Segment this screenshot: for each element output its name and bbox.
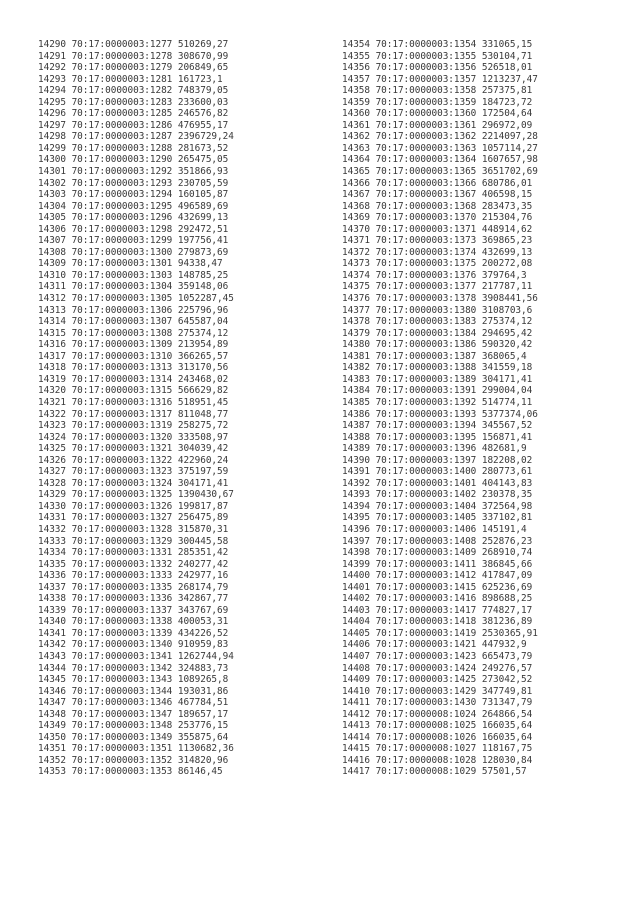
table-row: 14363 70:17:0000003:1363 1057114,27 xyxy=(342,142,538,154)
table-row: 14324 70:17:0000003:1320 333508,97 xyxy=(38,431,229,443)
table-row: 14301 70:17:0000003:1292 351866,93 xyxy=(38,166,229,178)
table-row: 14346 70:17:0000003:1344 193031,86 xyxy=(38,685,229,697)
table-row: 14369 70:17:0000003:1370 215304,76 xyxy=(342,212,533,224)
table-row: 14336 70:17:0000003:1333 242977,16 xyxy=(38,570,229,582)
table-row: 14415 70:17:0000008:1027 118167,75 xyxy=(342,743,533,755)
table-row: 14414 70:17:0000008:1026 166035,64 xyxy=(342,731,533,743)
table-row: 14317 70:17:0000003:1310 366265,57 xyxy=(38,350,229,362)
table-row: 14293 70:17:0000003:1281 161723,1 xyxy=(38,73,223,85)
table-row: 14379 70:17:0000003:1384 294695,42 xyxy=(342,327,533,339)
table-row: 14322 70:17:0000003:1317 811048,77 xyxy=(38,408,229,420)
table-row: 14380 70:17:0000003:1386 590320,42 xyxy=(342,339,533,351)
table-row: 14348 70:17:0000003:1347 189657,17 xyxy=(38,708,229,720)
table-row: 14375 70:17:0000003:1377 217787,11 xyxy=(342,281,533,293)
table-row: 14408 70:17:0000003:1424 249276,57 xyxy=(342,662,533,674)
table-row: 14393 70:17:0000003:1402 230378,35 xyxy=(342,489,533,501)
table-row: 14319 70:17:0000003:1314 243468,02 xyxy=(38,373,229,385)
table-row: 14321 70:17:0000003:1316 518951,45 xyxy=(38,396,229,408)
table-row: 14417 70:17:0000008:1029 57501,57 xyxy=(342,766,527,778)
table-row: 14299 70:17:0000003:1288 281673,52 xyxy=(38,142,229,154)
table-row: 14403 70:17:0000003:1417 774827,17 xyxy=(342,604,533,616)
table-row: 14338 70:17:0000003:1336 342867,77 xyxy=(38,593,229,605)
table-row: 14351 70:17:0000003:1351 1130682,36 xyxy=(38,743,234,755)
table-row: 14388 70:17:0000003:1395 156871,41 xyxy=(342,431,533,443)
table-row: 14339 70:17:0000003:1337 343767,69 xyxy=(38,604,229,616)
table-row: 14353 70:17:0000003:1353 86146,45 xyxy=(38,766,223,778)
table-row: 14407 70:17:0000003:1423 665473,79 xyxy=(342,650,533,662)
table-row: 14386 70:17:0000003:1393 5377374,06 xyxy=(342,408,538,420)
table-row: 14411 70:17:0000003:1430 731347,79 xyxy=(342,697,533,709)
table-row: 14307 70:17:0000003:1299 197756,41 xyxy=(38,235,229,247)
left-column xyxy=(38,39,234,778)
table-row: 14316 70:17:0000003:1309 213954,89 xyxy=(38,339,229,351)
table-row: 14325 70:17:0000003:1321 304039,42 xyxy=(38,443,229,455)
table-row: 14402 70:17:0000003:1416 898688,25 xyxy=(342,593,533,605)
table-row: 14383 70:17:0000003:1389 304171,41 xyxy=(342,373,533,385)
table-row: 14355 70:17:0000003:1355 530104,71 xyxy=(342,50,533,62)
table-row: 14406 70:17:0000003:1421 447932,9 xyxy=(342,639,527,651)
table-row: 14314 70:17:0000003:1307 645587,04 xyxy=(38,316,229,328)
table-row: 14296 70:17:0000003:1285 246576,82 xyxy=(38,108,229,120)
table-row: 14373 70:17:0000003:1375 200272,08 xyxy=(342,258,533,270)
table-row: 14318 70:17:0000003:1313 313170,56 xyxy=(38,362,229,374)
table-row: 14335 70:17:0000003:1332 240277,42 xyxy=(38,558,229,570)
table-row: 14310 70:17:0000003:1303 148785,25 xyxy=(38,269,229,281)
table-row: 14381 70:17:0000003:1387 368065,4 xyxy=(342,350,527,362)
table-row: 14333 70:17:0000003:1329 300445,58 xyxy=(38,535,229,547)
table-row: 14370 70:17:0000003:1371 448914,62 xyxy=(342,223,533,235)
table-row: 14298 70:17:0000003:1287 2396729,24 xyxy=(38,131,234,143)
table-row: 14384 70:17:0000003:1391 299004,04 xyxy=(342,385,533,397)
right-column xyxy=(342,39,538,778)
table-row: 14396 70:17:0000003:1406 145191,4 xyxy=(342,523,527,535)
table-row: 14376 70:17:0000003:1378 3908441,56 xyxy=(342,293,538,305)
table-row: 14331 70:17:0000003:1327 256475,89 xyxy=(38,512,229,524)
table-row: 14377 70:17:0000003:1380 3108703,6 xyxy=(342,304,533,316)
table-row: 14345 70:17:0000003:1343 1089265,8 xyxy=(38,674,229,686)
table-row: 14312 70:17:0000003:1305 1052287,45 xyxy=(38,293,234,305)
table-row: 14398 70:17:0000003:1409 268910,74 xyxy=(342,547,533,559)
table-row: 14291 70:17:0000003:1278 308670,99 xyxy=(38,50,229,62)
table-row: 14405 70:17:0000003:1419 2530365,91 xyxy=(342,627,538,639)
table-row: 14302 70:17:0000003:1293 230705,59 xyxy=(38,177,229,189)
table-row: 14326 70:17:0000003:1322 422960,24 xyxy=(38,454,229,466)
table-row: 14329 70:17:0000003:1325 1390430,67 xyxy=(38,489,234,501)
table-row: 14395 70:17:0000003:1405 337102,81 xyxy=(342,512,533,524)
table-row: 14385 70:17:0000003:1392 514774,11 xyxy=(342,396,533,408)
table-row: 14323 70:17:0000003:1319 258275,72 xyxy=(38,420,229,432)
table-row: 14327 70:17:0000003:1323 375197,59 xyxy=(38,466,229,478)
table-row: 14358 70:17:0000003:1358 257375,81 xyxy=(342,85,533,97)
table-row: 14320 70:17:0000003:1315 566629,82 xyxy=(38,385,229,397)
table-row: 14305 70:17:0000003:1296 432699,13 xyxy=(38,212,229,224)
table-row: 14309 70:17:0000003:1301 94338,47 xyxy=(38,258,223,270)
table-row: 14347 70:17:0000003:1346 467784,51 xyxy=(38,697,229,709)
table-row: 14394 70:17:0000003:1404 372564,98 xyxy=(342,500,533,512)
table-row: 14359 70:17:0000003:1359 184723,72 xyxy=(342,96,533,108)
table-row: 14366 70:17:0000003:1366 680786,01 xyxy=(342,177,533,189)
table-row: 14294 70:17:0000003:1282 748379,05 xyxy=(38,85,229,97)
table-row: 14416 70:17:0000008:1028 128030,84 xyxy=(342,754,533,766)
table-row: 14368 70:17:0000003:1368 283473,35 xyxy=(342,200,533,212)
table-row: 14404 70:17:0000003:1418 381236,89 xyxy=(342,616,533,628)
table-row: 14413 70:17:0000008:1025 166035,64 xyxy=(342,720,533,732)
table-row: 14400 70:17:0000003:1412 417847,09 xyxy=(342,570,533,582)
table-row: 14378 70:17:0000003:1383 275374,12 xyxy=(342,316,533,328)
table-row: 14410 70:17:0000003:1429 347749,81 xyxy=(342,685,533,697)
table-row: 14364 70:17:0000003:1364 1607657,98 xyxy=(342,154,538,166)
table-row: 14391 70:17:0000003:1400 280773,61 xyxy=(342,466,533,478)
table-row: 14354 70:17:0000003:1354 331065,15 xyxy=(342,39,533,50)
table-row: 14343 70:17:0000003:1341 1262744,94 xyxy=(38,650,234,662)
table-row: 14397 70:17:0000003:1408 252876,23 xyxy=(342,535,533,547)
table-row: 14401 70:17:0000003:1415 625236,69 xyxy=(342,581,533,593)
table-row: 14350 70:17:0000003:1349 355875,64 xyxy=(38,731,229,743)
table-row: 14340 70:17:0000003:1338 400053,31 xyxy=(38,616,229,628)
table-row: 14365 70:17:0000003:1365 3651702,69 xyxy=(342,166,538,178)
table-row: 14292 70:17:0000003:1279 206849,65 xyxy=(38,62,229,74)
table-row: 14304 70:17:0000003:1295 496589,69 xyxy=(38,200,229,212)
table-row: 14313 70:17:0000003:1306 225796,96 xyxy=(38,304,229,316)
table-row: 14352 70:17:0000003:1352 314820,96 xyxy=(38,754,229,766)
table-row: 14412 70:17:0000008:1024 264866,54 xyxy=(342,708,533,720)
table-row: 14342 70:17:0000003:1340 910959,83 xyxy=(38,639,229,651)
table-row: 14349 70:17:0000003:1348 253776,15 xyxy=(38,720,229,732)
table-row: 14374 70:17:0000003:1376 379764,3 xyxy=(342,269,527,281)
table-row: 14341 70:17:0000003:1339 434226,52 xyxy=(38,627,229,639)
table-row: 14308 70:17:0000003:1300 279873,69 xyxy=(38,246,229,258)
table-row: 14328 70:17:0000003:1324 304171,41 xyxy=(38,477,229,489)
table-row: 14295 70:17:0000003:1283 233600,03 xyxy=(38,96,229,108)
table-row: 14290 70:17:0000003:1277 510269,27 xyxy=(38,39,229,50)
table-row: 14372 70:17:0000003:1374 432699,13 xyxy=(342,246,533,258)
table-row: 14356 70:17:0000003:1356 526518,01 xyxy=(342,62,533,74)
table-row: 14367 70:17:0000003:1367 406598,15 xyxy=(342,189,533,201)
table-row: 14297 70:17:0000003:1286 476955,17 xyxy=(38,119,229,131)
table-row: 14357 70:17:0000003:1357 1213237,47 xyxy=(342,73,538,85)
table-row: 14390 70:17:0000003:1397 182208,02 xyxy=(342,454,533,466)
table-row: 14303 70:17:0000003:1294 160105,87 xyxy=(38,189,229,201)
table-row: 14334 70:17:0000003:1331 285351,42 xyxy=(38,547,229,559)
table-row: 14392 70:17:0000003:1401 404143,83 xyxy=(342,477,533,489)
table-row: 14315 70:17:0000003:1308 275374,12 xyxy=(38,327,229,339)
table-row: 14389 70:17:0000003:1396 482681,9 xyxy=(342,443,527,455)
table-row: 14306 70:17:0000003:1298 292472,51 xyxy=(38,223,229,235)
table-row: 14344 70:17:0000003:1342 324883,73 xyxy=(38,662,229,674)
table-row: 14311 70:17:0000003:1304 359148,06 xyxy=(38,281,229,293)
table-row: 14387 70:17:0000003:1394 345567,52 xyxy=(342,420,533,432)
table-row: 14382 70:17:0000003:1388 341559,18 xyxy=(342,362,533,374)
table-row: 14371 70:17:0000003:1373 369865,23 xyxy=(342,235,533,247)
table-row: 14399 70:17:0000003:1411 386845,66 xyxy=(342,558,533,570)
table-row: 14361 70:17:0000003:1361 296972,09 xyxy=(342,119,533,131)
table-row: 14300 70:17:0000003:1290 265475,05 xyxy=(38,154,229,166)
table-row: 14332 70:17:0000003:1328 315870,31 xyxy=(38,523,229,535)
table-row: 14360 70:17:0000003:1360 172504,64 xyxy=(342,108,533,120)
table-row: 14362 70:17:0000003:1362 2214097,28 xyxy=(342,131,538,143)
table-row: 14409 70:17:0000003:1425 273042,52 xyxy=(342,674,533,686)
table-row: 14330 70:17:0000003:1326 199817,87 xyxy=(38,500,229,512)
table-row: 14337 70:17:0000003:1335 268174,79 xyxy=(38,581,229,593)
